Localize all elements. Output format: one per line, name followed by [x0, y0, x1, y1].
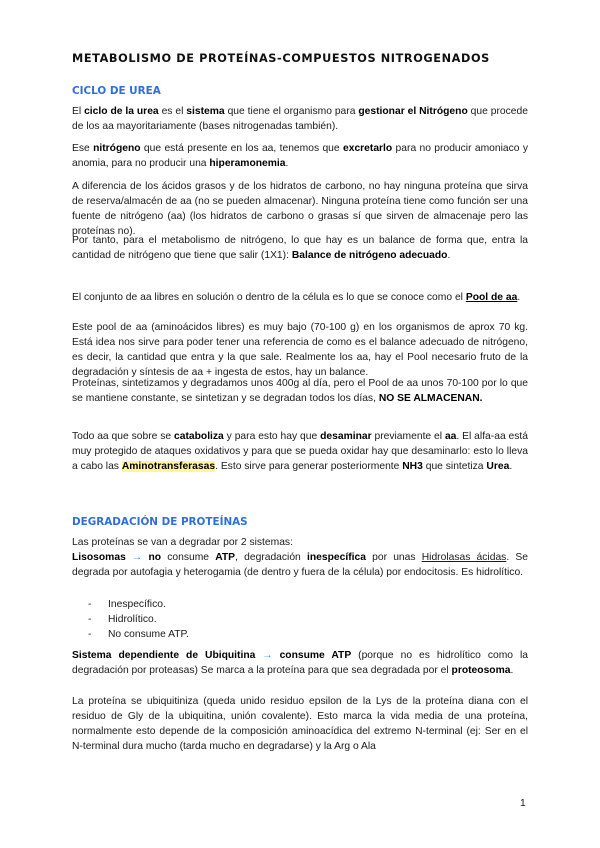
paragraph-lisosomas: Lisosomas → no consume ATP, degradación inespecífica por unas Hidrolasas ácidas. Se degrada por autofagia y heterogamia (de dentro y fuera de la célula) por endocitosis. Es hidrolítico.: [72, 552, 528, 578]
page-number: 1: [520, 798, 526, 809]
aminotransferasas-highlight: Aminotransferasas: [121, 461, 216, 472]
bullet-item: - No consume ATP.: [88, 629, 189, 640]
document-title: METABOLISMO DE PROTEÍNAS-COMPUESTOS NITROGENADOS: [72, 52, 490, 65]
paragraph-sintesis: Proteínas, sintetizamos y degradamos unos 400g al día, pero el Pool de aa unos 70-100 por lo que se mantiene constante, se sintetizan y se degradan todos los días, NO SE ALMACENAN.: [72, 378, 528, 404]
paragraph-cataboliza: Todo aa que sobre se cataboliza y para esto hay que desaminar previamente el aa. El alfa-aa está muy protegido de ataques oxidativos y para que se pueda oxidar hay que desaminarlo: esto lo lleva a cabo las Aminotransferasas. Esto sirve para generar posteriormente NH3 que sintetiza Urea.: [72, 431, 529, 472]
paragraph-balance: Por tanto, para el metabolismo de nitrógeno, lo que hay es un balance de forma que, entra la cantidad de nitrógeno que tiene que salir (1X1): Balance de nitrógeno adecuado.: [72, 235, 528, 261]
paragraph-reserva: A diferencia de los ácidos grasos y de los hidratos de carbono, no hay ninguna proteína que sirva de reserva/almacén de aa (no se pueden almacenar). Ninguna proteína tiene como función ser una fuente de nitrógeno (aa) (los hidratos de carbono o grasas sí que sirven de almacenaje pero las proteínas no).: [72, 181, 528, 237]
paragraph-nitrogeno: Ese nitrógeno que está presente en los aa, tenemos que excretarlo para no producir amoniaco y anomia, para no producir una hiperamonemia.: [72, 143, 528, 169]
paragraph-pool-detalle: Este pool de aa (aminoácidos libres) es muy bajo (70-100 g) en los organismos de aprox 70 kg. Está idea nos sirve para poder tener una referencia de como es el balance adecuado de nitrógeno, es decir, la cantidad que entra y la que sale. Realmente los aa, hay el Pool necesario fruto de la degradación y síntesis de aa + ingesta de estos, hay un balance.: [72, 322, 528, 378]
paragraph-ubiquitina: Sistema dependiente de Ubiquitina → consume ATP (porque no es hidrolítico como la degradación por proteasas) Se marca a la proteína para que sea degradada por el proteosoma.: [72, 650, 528, 676]
paragraph-urea-intro: El ciclo de la urea es el sistema que tiene el organismo para gestionar el Nitrógeno que procede de los aa mayoritariamente (bases nitrogenadas también).: [72, 106, 528, 132]
section-heading-degradacion: DEGRADACIÓN DE PROTEÍNAS: [72, 516, 248, 528]
paragraph-degradacion-intro: Las proteínas se van a degradar por 2 sistemas:: [72, 537, 293, 548]
paragraph-pool: El conjunto de aa libres en solución o dentro de la célula es lo que se conoce como el Pool de aa.: [72, 292, 521, 303]
section-heading-ciclo-urea: CICLO DE UREA: [72, 85, 161, 97]
bullet-item: - Hidrolítico.: [88, 614, 157, 625]
paragraph-ubiquitinizacion: La proteína se ubiquitiniza (queda unido residuo epsilon de la Lys de la proteína diana con el residuo de Gly de la ubiquitina, unión covalente). Esto marca la vida media de una proteína, normalmente esto depende de la composición aminoacídica del extremo N-terminal (ej: Ser en el N-terminal dura mucho (tarda mucho en degradarse) y la Arg o Ala: [72, 696, 528, 752]
bullet-item: - Inespecífico.: [88, 599, 166, 610]
